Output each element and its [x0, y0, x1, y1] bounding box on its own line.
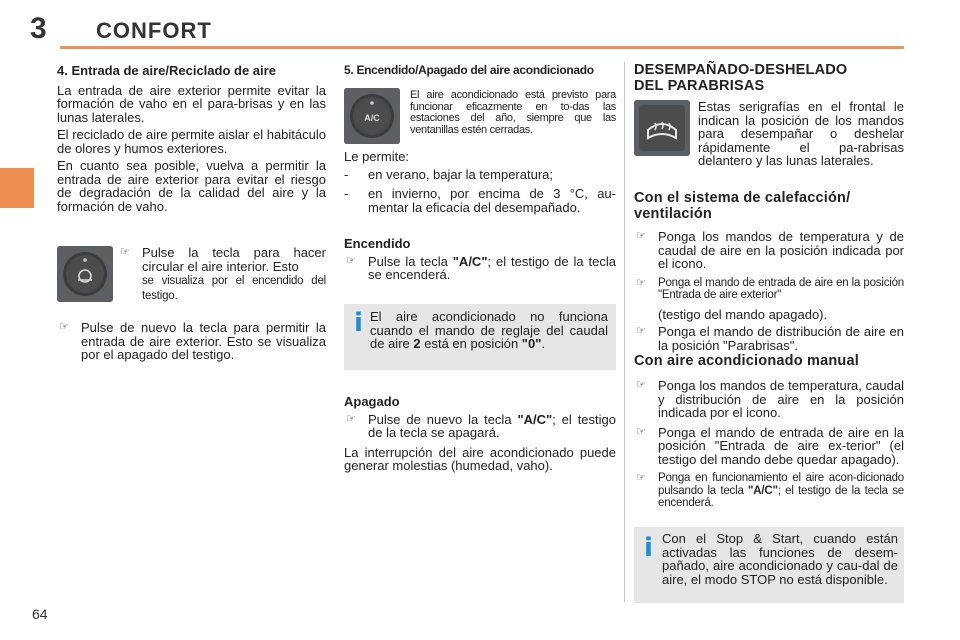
list-item-text: Ponga en funcionamiento el aire acon-dicionado pulsando la tecla: [658, 472, 904, 497]
list-item: [118, 246, 326, 302]
page-number: 64: [32, 606, 48, 622]
list-item: [634, 426, 904, 467]
ac-on-section: [344, 237, 616, 288]
list-item-text: Pulse la tecla para hacer circular el aire interior. Esto: [142, 245, 326, 274]
section-heading: 4. Entrada de aire/Reciclado de aire: [57, 63, 276, 78]
chapter-tab: [0, 168, 34, 208]
bullet-hand-icon: ☞: [636, 379, 646, 391]
ac-button-image: [344, 88, 400, 144]
column-air-intake: [57, 64, 326, 217]
list-item-text: ; el testigo de la tecla se encenderá.: [368, 253, 616, 282]
list-item-text: Ponga el mando de distribución de aire en la posición "Parabrisas".: [658, 324, 904, 353]
bullet-hand-icon: ☞: [346, 254, 356, 267]
list-item-text: ; el testigo de la tecla se encenderá.: [658, 484, 904, 509]
paragraph: La entrada de aire exterior permite evitar la formación de vaho en el para-brisas y en las lunas laterales.: [57, 82, 326, 125]
list-item: [344, 255, 616, 282]
windscreen-demist-icon: [634, 100, 690, 156]
info-box-stop-start: [634, 527, 904, 603]
bullet-hand-icon: ☞: [636, 472, 646, 484]
column-air-intake-bullets-2: [57, 321, 326, 368]
chapter-number: 3: [30, 12, 47, 45]
list-item: [344, 168, 616, 182]
windscreen-demist-image: [634, 100, 690, 156]
bullet-hand-icon: ☞: [636, 325, 646, 337]
recirculation-icon: [57, 246, 113, 302]
column-divider: [624, 62, 625, 602]
ac-button-icon: [344, 88, 400, 144]
list-item: [634, 379, 904, 420]
ac-key-name: "A/C": [452, 253, 488, 269]
paragraph: Le permite:: [344, 149, 410, 164]
section-heading: DESEMPAÑADO-DESHELADO: [634, 62, 848, 78]
column-air-intake-bullets: [118, 246, 326, 308]
ac-off-section: [344, 395, 616, 477]
paragraph: La interrupción del aire acondicionado puede generar molestias (humedad, vaho).: [344, 444, 616, 473]
list-item: [344, 413, 616, 440]
bullet-hand-icon: ☞: [120, 246, 130, 258]
bullet-hand-icon: ☞: [636, 276, 646, 289]
list-item: [344, 187, 616, 214]
list-item-text: Ponga el mando de entrada de aire en la posición "Entrada de aire ex-terior" (el testigo del mando debe quedar apagado).: [658, 424, 904, 467]
list-item-text: Ponga el mando de entrada de aire en la posición "Entrada de aire exterior": [658, 276, 904, 301]
list-item: [634, 472, 904, 510]
bullet-hand-icon: ☞: [636, 425, 646, 438]
subheading-manual-ac: Con aire acondicionado manual: [634, 353, 859, 369]
list-item-text: Pulse de nuevo la tecla para permitir la entrada de aire exterior. Esto se visualiza por el apagado del testigo.: [81, 320, 326, 362]
subheading-encendido: Encendido: [344, 236, 411, 251]
section-heading: 5. Encendido/Apagado del aire acondicionado: [344, 63, 594, 77]
info-icon: i: [354, 308, 363, 338]
ac-key-name: "A/C": [748, 484, 778, 497]
demist-ac-section: [634, 353, 904, 516]
chapter-title: CONFORT: [96, 18, 212, 43]
paragraph: (testigo del mando apagado).: [658, 306, 828, 322]
dash-marker: -: [344, 186, 349, 201]
paragraph: En cuanto sea posible, vuelva a permitir la entrada de aire exterior para evitar el riesgo de degradación de la calidad del aire y la formación de vaho.: [57, 158, 326, 214]
info-icon: i: [644, 533, 653, 563]
bullet-hand-icon: ☞: [59, 321, 69, 333]
paragraph: Estas serigrafías en el frontal le indican la posición de los mandos para desempañar o deshelar rápidamente el pa-rabrisas delantero y las lunas laterales.: [698, 99, 904, 168]
list-item-text: se visualiza por el encendido del testigo.: [142, 275, 326, 302]
list-item-text: Pulse de nuevo la tecla: [368, 411, 518, 427]
recirculation-button-image: [57, 246, 113, 302]
list-item-text: en verano, bajar la temperatura;: [368, 166, 553, 182]
demist-heating-section: [634, 190, 904, 358]
info-text: El aire acondicionado no funciona cuando el mando de reglaje del caudal de aire 2 está en posición "0".: [370, 309, 608, 351]
list-item-text: ; el testigo de la tecla se apagará.: [368, 411, 616, 440]
section-heading: DEL PARABRISAS: [634, 78, 765, 94]
subheading-apagado: Apagado: [344, 394, 400, 409]
bullet-hand-icon: ☞: [346, 412, 356, 425]
column-demist: [634, 62, 904, 98]
list-item-text: Ponga los mandos de temperatura y de caudal de aire en la posición indicada por el icono.: [658, 229, 904, 271]
bullet-hand-icon: ☞: [636, 230, 646, 242]
ac-key-label: A/C: [364, 113, 380, 123]
subheading-heating: Con el sistema de calefacción/ ventilación: [634, 190, 851, 222]
header-rule: [60, 46, 904, 49]
list-item: [634, 277, 904, 302]
info-text: Con el Stop & Start, cuando están activadas las funciones de desem-pañado, aire acondicionado y cau-dal de aire, el modo STOP no está disponible.: [662, 531, 898, 587]
paragraph: El reciclado de aire permite aislar el habitáculo de olores y humos exteriores.: [57, 127, 326, 156]
list-item: [634, 325, 904, 352]
ac-body: [344, 150, 616, 220]
list-item: [57, 321, 326, 362]
dash-marker: -: [344, 166, 349, 182]
ac-intro: El aire acondicionado está previsto para funcionar eficazmente en to-das las estaciones del año, siempre que las ventanillas estén cerradas.: [410, 89, 616, 136]
column-ac: [344, 64, 616, 84]
list-item-text: Pulse la tecla: [368, 253, 453, 269]
ac-key-name: "A/C": [517, 411, 553, 427]
list-item-text: Ponga los mandos de temperatura, caudal y distribución de aire en la posición indicada por el icono.: [658, 378, 904, 420]
list-item-text: en invierno, por encima de 3 °C, au-mentar la eficacia del desempañado.: [368, 186, 616, 215]
demist-intro: [698, 100, 904, 172]
info-box-ac: [344, 304, 616, 370]
list-item: [634, 230, 904, 271]
